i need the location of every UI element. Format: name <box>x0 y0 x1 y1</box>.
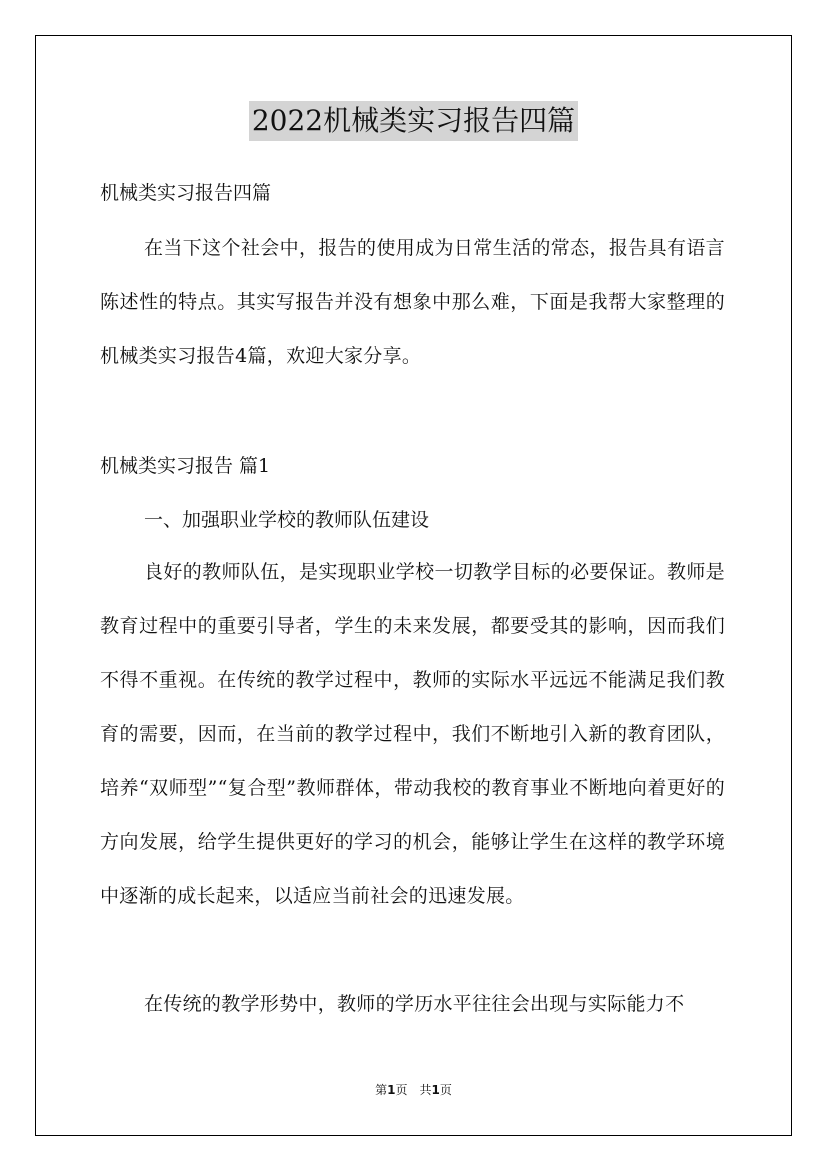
body-paragraph-continued: 在传统的教学形势中，教师的学历水平往往会出现与实际能力不 <box>144 993 685 1015</box>
page-label-suffix: 页 <box>439 1083 452 1097</box>
page-label-prefix: 第 <box>375 1083 388 1097</box>
section-subheading: 一、加强职业学校的教师队伍建设 <box>144 509 430 531</box>
page-number: 1 <box>387 1083 396 1097</box>
page-footer <box>0 1082 827 1098</box>
intro-paragraph: 在当下这个社会中，报告的使用成为日常生活的常态，报告具有语言陈述性的特点。其实写报告并没有想象中那么难，下面是我帮大家整理的机械类实习报告4篇，欢迎大家分享。 <box>100 237 725 367</box>
document-title <box>0 100 827 141</box>
document-title-text: 2022机械类实习报告四篇 <box>249 101 578 141</box>
body-paragraph: 良好的教师队伍，是实现职业学校一切教学目标的必要保证。教师是教育过程中的重要引导者，学生的未来发展，都要受其的影响，因而我们不得不重视。在传统的教学过程中，教师的实际水平远远不能满足我们教育的需要，因而，在当前的教学过程中，我们不断地引入新的教育团队，培养“双师型”“复合型”教师群体，带动我校的教育事业不断地向着更好的方向发展，给学生提供更好的学习的机会，能够让学生在这样的教学环境中逐渐的成长起来，以适应当前社会的迅速发展。 <box>100 561 725 907</box>
page-label-mid: 页 共 <box>395 1083 432 1097</box>
section-heading: 机械类实习报告 篇1 <box>100 455 271 477</box>
page-total: 1 <box>431 1083 440 1097</box>
document-subtitle: 机械类实习报告四篇 <box>100 182 272 204</box>
